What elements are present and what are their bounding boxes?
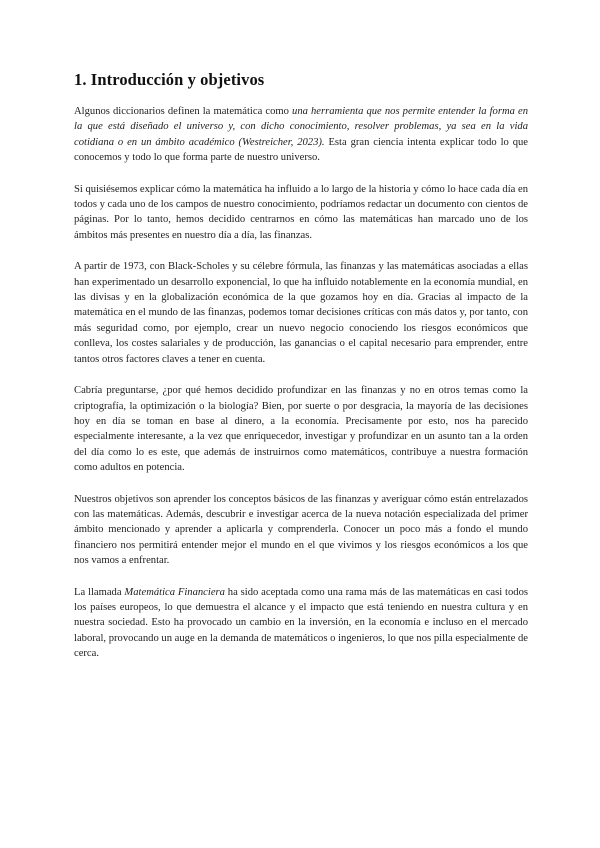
paragraph-1 (74, 104, 528, 166)
paragraph-2: Si quisiésemos explicar cómo la matemática ha influido a lo largo de la historia y cómo lo hace cada día en todos y cada uno de los campos de nuestro conocimiento, podríamos redactar un documento con cientos de páginas. Por lo tanto, hemos decidido centrarnos en cómo las matemáticas han marcado uno de los ámbitos más presentes en nuestro día a día, las finanzas. (74, 183, 529, 241)
paragraph-6-text-end: ha sido aceptada como una rama más de las matemáticas en casi todos los países europeos, lo que demuestra el alcance y el impacto que está teniendo en nuestra cultura y en nuestra sociedad. Esto ha provocado un cambio en la inversión, en la economía e incluso en el mercado laboral, provocando un auge en la demanda de matemáticos o ingenieros, lo que nos pilla especialmente de cerca. (74, 586, 528, 660)
paragraph-4: Cabría preguntarse, ¿por qué hemos decidido profundizar en las finanzas y no en otros temas como la criptografía, la optimización o la biología? Bien, por suerte o por desgracia, la mayoría de las decisiones hoy en día se toman en base al dinero, a la economía. Precisamente por esto, nos ha parecido especialmente interesante, a la vez que enriquecedor, investigar y profundizar en un asunto tan a la orden del día como lo es este, que además de instruirnos como matemáticos, contribuye a nuestra formación como adultos en potencia. (74, 385, 528, 474)
paragraph-1-text-end: Esta gran ciencia intenta explicar todo lo que conocemos y todo lo que forma parte de nuestro universo. (74, 136, 528, 164)
paragraph-6 (74, 585, 528, 662)
paragraph-6-term: Matemática Financiera (124, 586, 225, 598)
paragraph-5: Nuestros objetivos son aprender los conceptos básicos de las finanzas y averiguar cómo están entrelazados con las matemáticas. Además, descubrir e investigar acerca de la nueva notación especializada del primer ámbito mencionado y aprender a aplicarla y comprenderla. Conocer un poco más a fondo el mundo financiero nos permitirá entender mejor el mundo en el que vivimos y los riesgos económicos a los que nos vamos a enfrentar. (74, 493, 528, 567)
paragraph-6-text: La llamada (74, 586, 125, 598)
paragraph-1-quote: una herramienta que nos permite entender la forma en la que está diseñado el universo y, con dicho conocimiento, resolver problemas, ya sea en la vida cotidiana o en un ámbito académico (Westreicher, 2023). (74, 106, 529, 148)
paragraph-1-text: Algunos diccionarios definen la matemática como (74, 106, 293, 117)
document-content (74, 70, 528, 678)
section-heading: 1. Introducción y objetivos (74, 70, 265, 89)
paragraph-3: A partir de 1973, con Black-Scholes y su célebre fórmula, las finanzas y las matemáticas asociadas a ellas han experimentado un desarrollo exponencial, lo que ha influido notablemente en la economía mundial, en las divisas y en la globalización económica de la que gozamos hoy en día. Gracias al impacto de la matemática en el mundo de las finanzas, podemos tomar decisiones críticas con más datos y, por tanto, con más seguridad como, por ejemplo, crear un nuevo negocio conociendo los riesgos económicos que conlleva, los costes salariales y de producción, las ganancias o el capital necesario para emprender, entre tantos otros factores claves a tener en cuenta. (74, 261, 528, 365)
